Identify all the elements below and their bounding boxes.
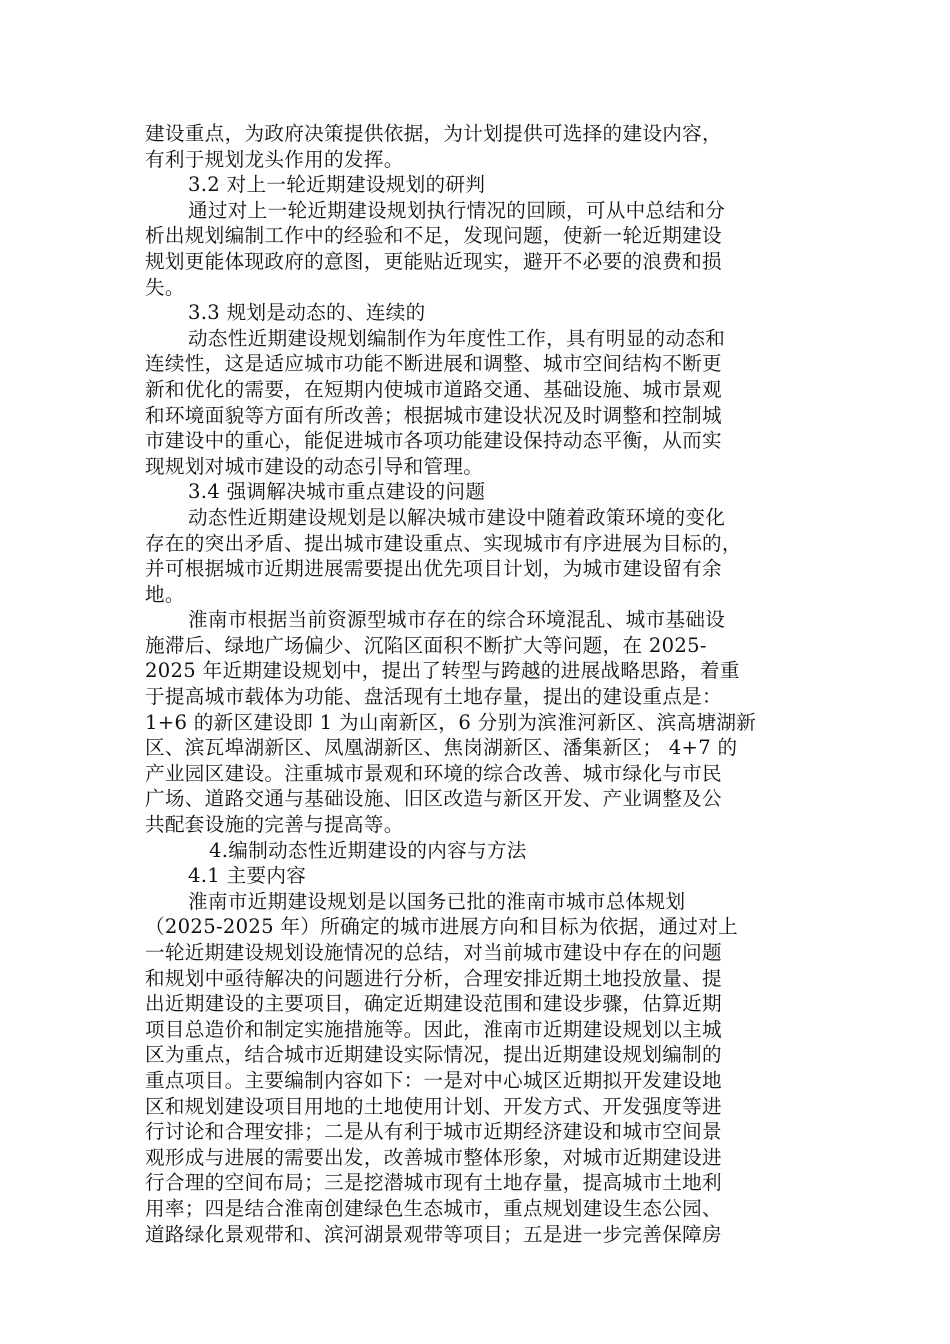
text-line: 动态性近期建设规划是以解决城市建设中随着政策环境的变化 [188, 505, 726, 529]
text-line: 和规划中亟待解决的问题进行分析，合理安排近期土地投放量、提 [145, 966, 722, 990]
text-line: 4.编制动态性近期建设的内容与方法 [209, 838, 527, 862]
text-line: 动态性近期建设规划编制作为年度性工作，具有明显的动态和 [188, 326, 726, 350]
text-line: 重点项目。主要编制内容如下：一是对中心城区近期拟开发建设地 [145, 1068, 722, 1092]
text-line: 2025 年近期建设规划中，提出了转型与跨越的进展战略思路，着重 [145, 659, 740, 683]
text-line: 地。 [145, 582, 185, 606]
text-line: 用率；四是结合淮南创建绿色生态城市，重点规划建设生态公园、 [145, 1196, 722, 1220]
text-line: 出近期建设的主要项目，确定近期建设范围和建设步骤，估算近期 [145, 992, 722, 1016]
text-line: 3.4 强调解决城市重点建设的问题 [188, 480, 486, 504]
text-line: 于提高城市载体为功能、盘活现有土地存量，提出的建设重点是： [145, 685, 722, 709]
text-line: 共配套设施的完善与提高等。 [145, 813, 404, 837]
text-line: 规划更能体现政府的意图，更能贴近现实，避开不必要的浪费和损 [145, 249, 722, 273]
text-line: 行讨论和合理安排；二是从有利于城市近期经济建设和城市空间景 [145, 1120, 722, 1144]
text-line: 连续性，这是适应城市功能不断进展和调整、城市空间结构不断更 [145, 352, 722, 376]
text-line: 4.1 主要内容 [188, 864, 307, 888]
text-line: 区和规划建设项目用地的土地使用计划、开发方式、开发强度等进 [145, 1094, 722, 1118]
text-line: 施滞后、绿地广场偏少、沉陷区面积不断扩大等问题，在 2025- [145, 633, 707, 657]
text-line: 和环境面貌等方面有所改善；根据城市建设状况及时调整和控制城 [145, 403, 722, 427]
text-line: 建设重点，为政府决策提供依据，为计划提供可选择的建设内容， [145, 122, 722, 145]
text-line: 广场、道路交通与基础设施、旧区改造与新区开发、产业调整及公 [145, 787, 722, 811]
text-line: 新和优化的需要，在短期内使城市道路交通、基础设施、城市景观 [145, 377, 722, 401]
text-line: 失。 [145, 275, 185, 299]
text-line: 观形成与进展的需要出发，改善城市整体形象，对城市近期建设进 [145, 1145, 722, 1169]
text-line: 3.2 对上一轮近期建设规划的研判 [188, 173, 486, 197]
text-line: （2025-2025 年）所确定的城市进展方向和目标为依据，通过对上 [145, 915, 739, 939]
text-line: 并可根据城市近期进展需要提出优先项目计划，为城市建设留有余 [145, 557, 722, 581]
text-line: 现规划对城市建设的动态引导和管理。 [145, 454, 484, 478]
text-line: 淮南市根据当前资源型城市存在的综合环境混乱、城市基础设 [188, 608, 726, 632]
text-line: 3.3 规划是动态的、连续的 [188, 301, 426, 325]
text-line: 析出规划编制工作中的经验和不足，发现问题，使新一轮近期建设 [145, 224, 722, 248]
text-line: 淮南市近期建设规划是以国务已批的淮南市城市总体规划 [188, 889, 686, 913]
text-line: 通过对上一轮近期建设规划执行情况的回顾，可从中总结和分 [188, 198, 726, 222]
text-line: 区为重点，结合城市近期建设实际情况，提出近期建设规划编制的 [145, 1043, 722, 1067]
text-line: 存在的突出矛盾、提出城市建设重点、实现城市有序进展为目标的， [145, 531, 742, 555]
text-line: 有利于规划龙头作用的发挥。 [145, 147, 404, 171]
text-line: 产业园区建设。注重城市景观和环境的综合改善、城市绿化与市民 [145, 761, 722, 785]
text-line: 项目总造价和制定实施措施等。因此，淮南市近期建设规划以主城 [145, 1017, 722, 1041]
text-line: 1+6 的新区建设即 1 为山南新区，6 分别为滨淮河新区、滨高塘湖新 [145, 710, 757, 734]
document-page [145, 121, 800, 1247]
text-line: 行合理的空间布局；三是挖潜城市现有土地存量，提高城市土地利 [145, 1171, 722, 1195]
text-line: 道路绿化景观带和、滨河湖景观带等项目；五是进一步完善保障房 [145, 1222, 722, 1246]
text-line: 区、滨瓦埠湖新区、凤凰湖新区、焦岗湖新区、潘集新区； 4+7 的 [145, 736, 738, 760]
text-line: 市建设中的重心，能促进城市各项功能建设保持动态平衡，从而实 [145, 429, 722, 453]
text-line: 一轮近期建设规划设施情况的总结，对当前城市建设中存在的问题 [145, 941, 722, 964]
